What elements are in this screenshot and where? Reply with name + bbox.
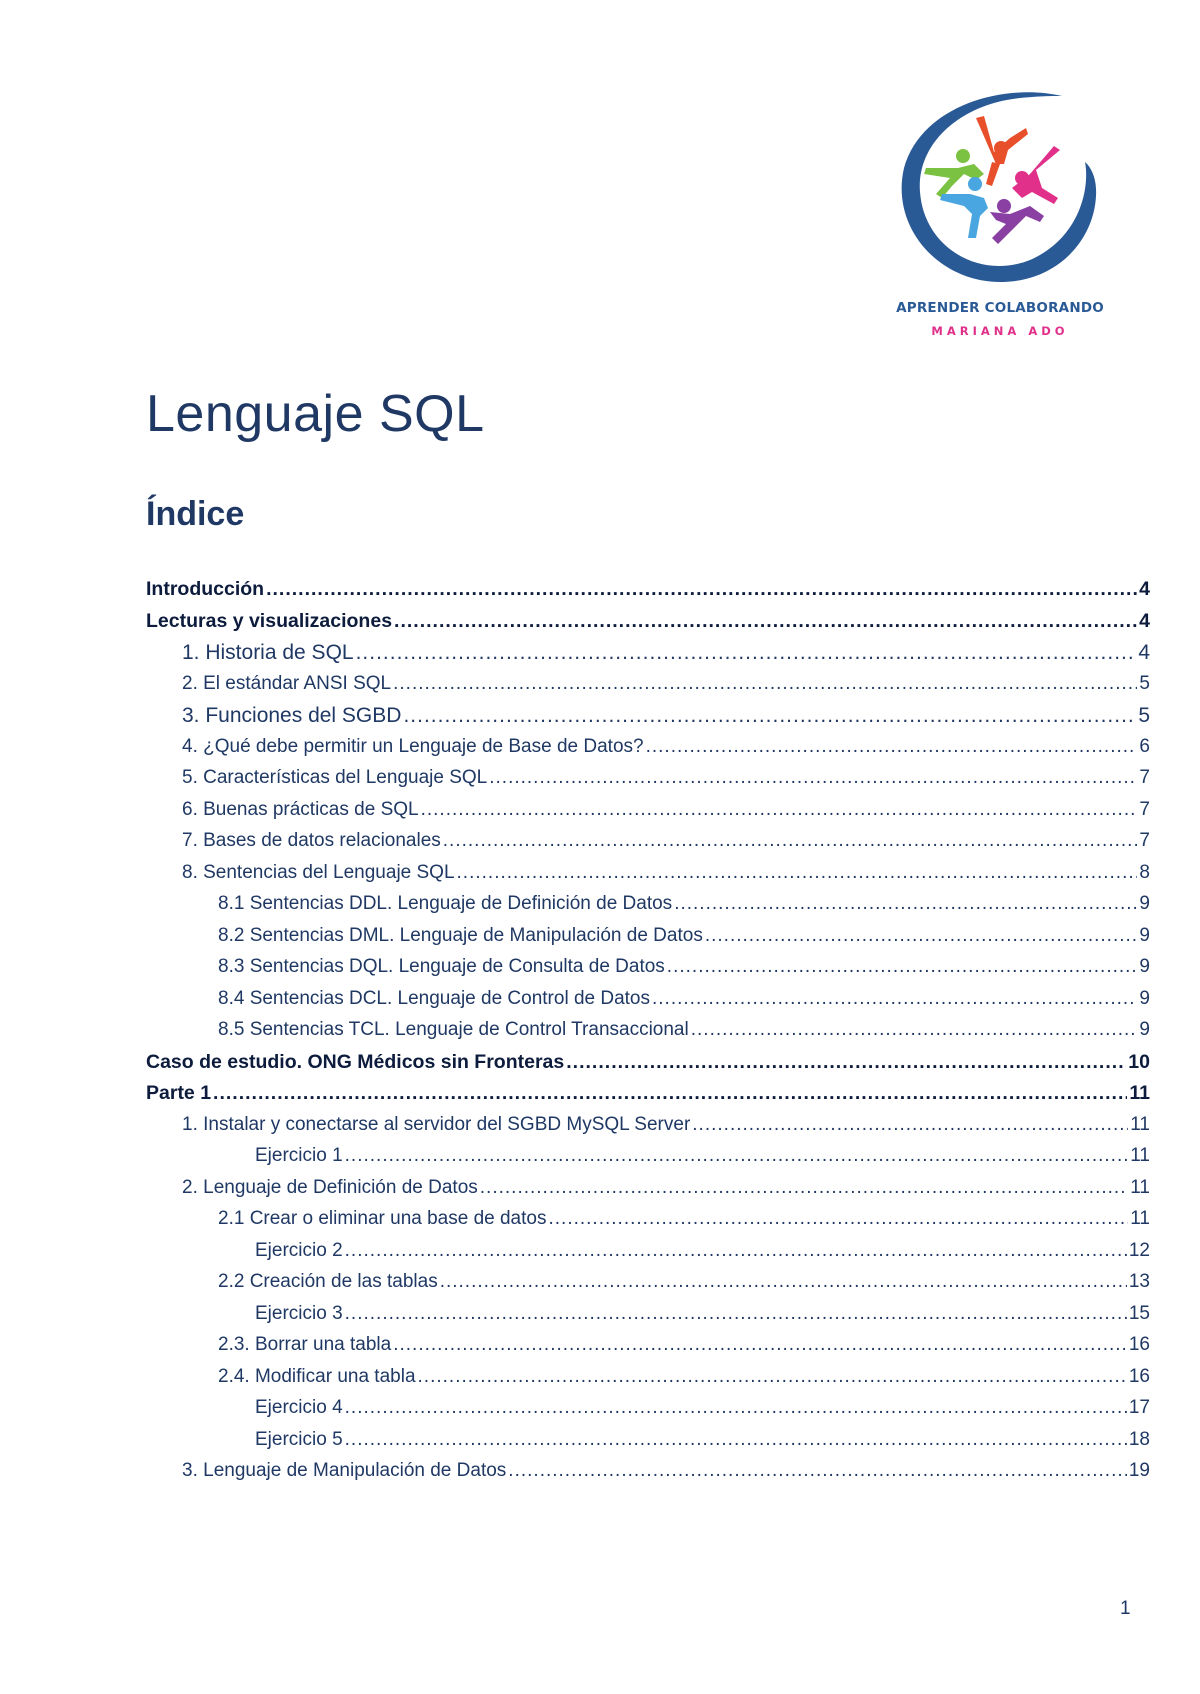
toc-entry-page: 11 xyxy=(1130,1113,1150,1135)
toc-entry[interactable] xyxy=(146,1177,1150,1205)
toc-entry-page: 11 xyxy=(1130,1176,1150,1198)
toc-leader-dots xyxy=(403,704,1136,728)
logo xyxy=(880,88,1120,350)
toc-entry[interactable] xyxy=(146,893,1150,921)
toc-entry[interactable] xyxy=(146,1114,1150,1142)
toc-entry-page: 11 xyxy=(1129,1082,1150,1104)
toc-entry-title: 2.3. Borrar una tabla xyxy=(218,1334,392,1355)
toc-entry-page: 15 xyxy=(1128,1302,1150,1324)
toc-entry-page: 4 xyxy=(1138,641,1150,664)
toc-entry-title: 3. Lenguaje de Manipulación de Datos xyxy=(182,1460,507,1481)
toc-entry[interactable] xyxy=(146,1429,1150,1457)
toc-entry[interactable] xyxy=(146,1303,1150,1331)
toc-entry-page: 17 xyxy=(1128,1397,1150,1418)
toc-entry-title: 2.4. Modificar una tabla xyxy=(218,1365,416,1387)
toc-entry-title: Caso de estudio. ONG Médicos sin Fronteras xyxy=(146,1050,565,1073)
toc-entry[interactable] xyxy=(146,1240,1150,1268)
toc-entry-page: 11 xyxy=(1130,1145,1150,1166)
toc-entry-title: Ejercicio 5 xyxy=(255,1428,343,1450)
toc-entry-title: 2. El estándar ANSI SQL xyxy=(182,672,392,694)
toc-leader-dots xyxy=(667,956,1138,978)
toc-leader-dots xyxy=(394,610,1137,633)
toc-entry-page: 13 xyxy=(1128,1271,1150,1292)
toc-entry-title: 8.3 Sentencias DQL. Lenguaje de Consulta de Datos xyxy=(218,956,665,977)
toc-leader-dots xyxy=(548,1208,1128,1230)
toc-entry-page: 5 xyxy=(1138,704,1150,727)
toc-leader-dots xyxy=(508,1460,1127,1482)
toc-entry-page: 8 xyxy=(1139,861,1150,883)
toc-entry-page: 5 xyxy=(1139,672,1150,694)
toc-leader-dots xyxy=(705,925,1138,947)
toc-entry-page: 9 xyxy=(1139,1019,1150,1040)
toc-entry[interactable] xyxy=(146,578,1150,606)
toc-entry-title: 8.1 Sentencias DDL. Lenguaje de Definición de Datos xyxy=(218,893,673,914)
toc-entry-title: 8.4 Sentencias DCL. Lenguaje de Control de Datos xyxy=(218,987,650,1009)
toc-entry[interactable] xyxy=(146,1019,1150,1047)
toc-leader-dots xyxy=(393,1334,1127,1356)
toc-entry[interactable] xyxy=(146,862,1150,890)
toc-entry[interactable] xyxy=(146,925,1150,953)
toc-entry-title: Ejercicio 3 xyxy=(255,1302,343,1324)
toc-entry-page: 11 xyxy=(1130,1208,1150,1229)
toc-heading: Índice xyxy=(146,495,245,533)
toc-entry-page: 7 xyxy=(1139,830,1150,851)
toc-leader-dots xyxy=(421,799,1138,821)
toc-entry[interactable] xyxy=(146,1145,1150,1173)
toc-entry-page: 6 xyxy=(1139,735,1150,757)
toc-entry-title: 1. Instalar y conectarse al servidor del SGBD MySQL Server xyxy=(182,1113,691,1135)
toc-leader-dots xyxy=(440,1271,1127,1293)
toc-entry[interactable] xyxy=(146,1334,1150,1362)
toc-entry-page: 7 xyxy=(1139,798,1150,820)
toc-entry[interactable] xyxy=(146,1460,1150,1488)
toc-entry-page: 10 xyxy=(1128,1050,1150,1073)
document-title: Lenguaje SQL xyxy=(146,385,485,443)
toc-entry-title: Parte 1 xyxy=(146,1082,212,1104)
people-circle-logo-icon xyxy=(880,88,1120,298)
toc-entry[interactable] xyxy=(146,610,1150,638)
toc-entry[interactable] xyxy=(146,830,1150,858)
toc-entry-title: 2.2 Creación de las tablas xyxy=(218,1271,438,1292)
toc-entry[interactable] xyxy=(146,799,1150,827)
toc-entry-page: 9 xyxy=(1139,956,1150,977)
toc-entry-page: 9 xyxy=(1139,924,1150,946)
toc-leader-dots xyxy=(691,1019,1138,1041)
toc-entry-title: 1. Historia de SQL xyxy=(182,641,354,664)
toc-leader-dots xyxy=(457,862,1138,884)
toc-entry-title: 5. Características del Lenguaje SQL xyxy=(182,767,488,788)
toc-entry-title: 6. Buenas prácticas de SQL xyxy=(182,798,419,820)
toc-entry[interactable] xyxy=(146,704,1150,732)
toc-leader-dots xyxy=(345,1145,1129,1167)
toc-leader-dots xyxy=(480,1177,1129,1199)
toc-leader-dots xyxy=(345,1303,1127,1325)
toc-leader-dots xyxy=(345,1397,1127,1419)
toc-entry-title: 7. Bases de datos relacionales xyxy=(182,830,441,851)
toc-entry[interactable] xyxy=(146,988,1150,1016)
toc-leader-dots xyxy=(356,641,1137,665)
toc-leader-dots xyxy=(213,1082,1127,1105)
toc-entry-title: Ejercicio 4 xyxy=(255,1397,343,1418)
toc-leader-dots xyxy=(489,767,1137,789)
toc-entry-title: 8.5 Sentencias TCL. Lenguaje de Control Transaccional xyxy=(218,1019,689,1040)
toc-entry-title: 8.2 Sentencias DML. Lenguaje de Manipulación de Datos xyxy=(218,924,703,946)
logo-subtitle: MARIANA ADO xyxy=(931,324,1069,338)
toc-entry-page: 9 xyxy=(1139,987,1150,1009)
toc-entry-title: 4. ¿Qué debe permitir un Lenguaje de Base de Datos? xyxy=(182,735,644,757)
toc-entry-page: 18 xyxy=(1128,1428,1150,1450)
toc-entry-page: 4 xyxy=(1139,578,1150,600)
toc-entry[interactable] xyxy=(146,736,1150,764)
toc-entry-title: Ejercicio 1 xyxy=(255,1145,343,1166)
toc-entry[interactable] xyxy=(146,673,1150,701)
toc-leader-dots xyxy=(674,893,1137,915)
toc-entry-page: 4 xyxy=(1139,609,1150,632)
toc-leader-dots xyxy=(652,988,1137,1010)
toc-leader-dots xyxy=(646,736,1138,758)
toc-entry-title: 3. Funciones del SGBD xyxy=(182,704,402,727)
toc-leader-dots xyxy=(566,1051,1126,1074)
toc-entry[interactable] xyxy=(146,1051,1150,1079)
toc-entry[interactable] xyxy=(146,641,1150,669)
toc-leader-dots xyxy=(692,1114,1128,1136)
toc-entry-title: 2. Lenguaje de Definición de Datos xyxy=(182,1176,478,1198)
toc-entry[interactable] xyxy=(146,1208,1150,1236)
toc-entry-title: Lecturas y visualizaciones xyxy=(146,609,393,632)
toc-entry[interactable] xyxy=(146,1082,1150,1110)
toc-entry[interactable] xyxy=(146,1397,1150,1425)
toc-entry[interactable] xyxy=(146,956,1150,984)
toc-leader-dots xyxy=(266,578,1137,601)
toc-entry-title: Introducción xyxy=(146,578,265,600)
toc-leader-dots xyxy=(393,673,1137,695)
toc-entry[interactable] xyxy=(146,767,1150,795)
toc-entry[interactable] xyxy=(146,1366,1150,1394)
toc-leader-dots xyxy=(418,1366,1127,1388)
toc-entry-title: Ejercicio 2 xyxy=(255,1239,343,1261)
toc-leader-dots xyxy=(345,1429,1127,1451)
toc-entry-page: 19 xyxy=(1128,1460,1150,1481)
logo-title: APRENDER COLABORANDO xyxy=(896,300,1104,316)
toc-entry-title: 8. Sentencias del Lenguaje SQL xyxy=(182,861,455,883)
toc-entry-page: 7 xyxy=(1139,767,1150,788)
toc-entry[interactable] xyxy=(146,1271,1150,1299)
page-number: 1 xyxy=(1120,1598,1131,1619)
toc-leader-dots xyxy=(443,830,1138,852)
toc-entry-page: 9 xyxy=(1139,893,1150,914)
toc-entry-title: 2.1 Crear o eliminar una base de datos xyxy=(218,1208,547,1229)
toc-entry-page: 16 xyxy=(1128,1365,1150,1387)
toc-entry-page: 12 xyxy=(1128,1239,1150,1261)
toc-entry-page: 16 xyxy=(1128,1334,1150,1355)
toc-leader-dots xyxy=(345,1240,1127,1262)
